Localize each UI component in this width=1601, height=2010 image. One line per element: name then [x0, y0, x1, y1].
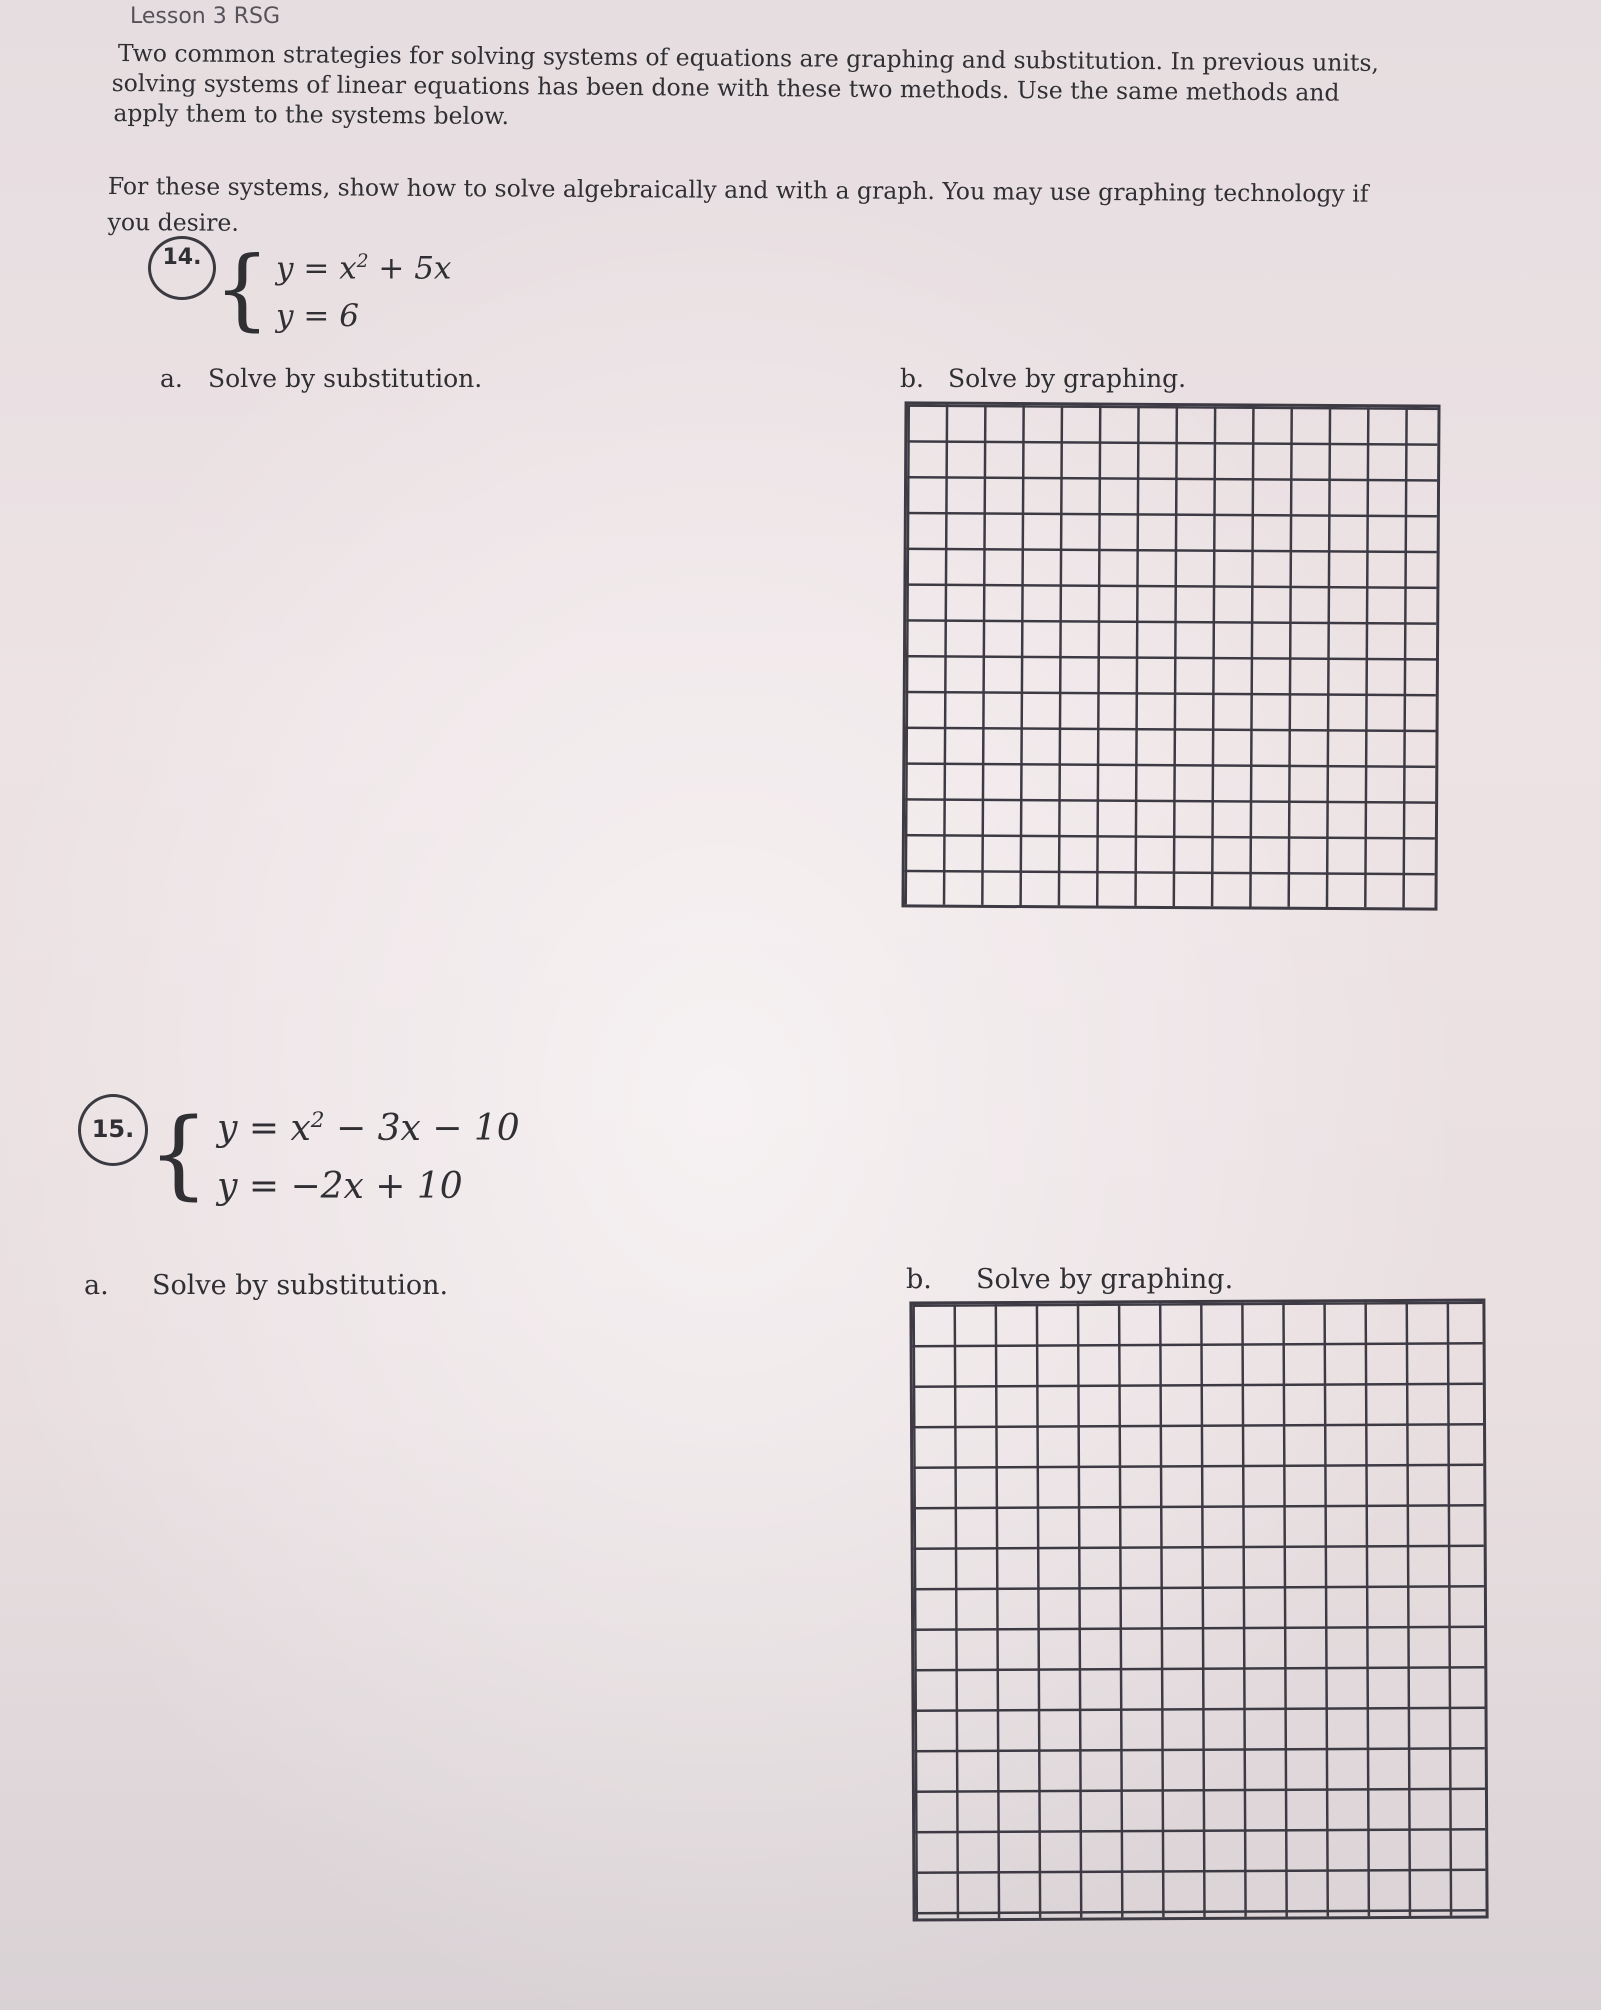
problem-14-graph-grid[interactable]: [901, 401, 1440, 910]
instructions-line-2: you desire.: [107, 207, 239, 237]
instructions-paragraph: [108, 168, 1528, 249]
problem-15-equation-2: y = −2x + 10: [217, 1166, 463, 1207]
problem-14-part-a-text: Solve by substitution.: [208, 364, 483, 393]
problem-15-part-a-text: Solve by substitution.: [152, 1270, 449, 1301]
lesson-title: Lesson 3 RSG: [130, 4, 281, 29]
problem-15-part-b: [906, 1264, 1233, 1295]
problem-15-eq1-rest: − 3x − 10: [324, 1108, 520, 1149]
problem-15-graph-grid[interactable]: [909, 1298, 1488, 1921]
problem-15-part-a: [84, 1270, 448, 1301]
problem-14-number: 14.: [148, 236, 216, 300]
problem-14-eq1-base: y = x: [276, 250, 357, 287]
problem-15-eq1-exponent: 2: [310, 1108, 325, 1133]
problem-15-part-b-text: Solve by graphing.: [976, 1264, 1234, 1295]
instructions-line-1: For these systems, show how to solve algebraically and with a graph. You may use graphing technology if: [107, 171, 1369, 208]
problem-15-equations: [217, 1092, 520, 1216]
problem-14-equations: [276, 238, 451, 340]
problem-14-part-a-letter: a.: [160, 364, 183, 393]
problem-15-eq1-base: y = x: [217, 1108, 311, 1149]
problem-15-part-b-letter: b.: [906, 1264, 932, 1295]
problem-15-system: [148, 1092, 520, 1216]
intro-line-2: solving systems of linear equations has been done with these two methods. Use the same methods and: [111, 68, 1340, 107]
problem-15-number: 15.: [78, 1094, 148, 1166]
problem-14-part-a: [160, 364, 482, 393]
problem-14-eq1-exponent: 2: [356, 251, 369, 272]
problem-15-equation-1: [217, 1092, 520, 1158]
problem-14-part-b: [900, 364, 1186, 393]
problem-14-part-b-text: Solve by graphing.: [948, 364, 1187, 393]
problem-14-system: [214, 238, 451, 340]
problem-14-equation-2: y = 6: [276, 298, 359, 335]
intro-paragraph: [111, 38, 1498, 139]
problem-14-eq1-rest: + 5x: [368, 250, 452, 287]
problem-14-part-b-letter: b.: [900, 364, 924, 393]
problem-14-equation-1: [276, 238, 451, 292]
intro-line-1: Two common strategies for solving systems of equations are graphing and substitution. In previous units,: [117, 38, 1380, 77]
problem-14-brace: {: [214, 237, 270, 341]
problem-15-brace: {: [148, 1098, 210, 1210]
intro-line-3: apply them to the systems below.: [113, 98, 510, 131]
problem-15-part-a-letter: a.: [84, 1270, 109, 1301]
